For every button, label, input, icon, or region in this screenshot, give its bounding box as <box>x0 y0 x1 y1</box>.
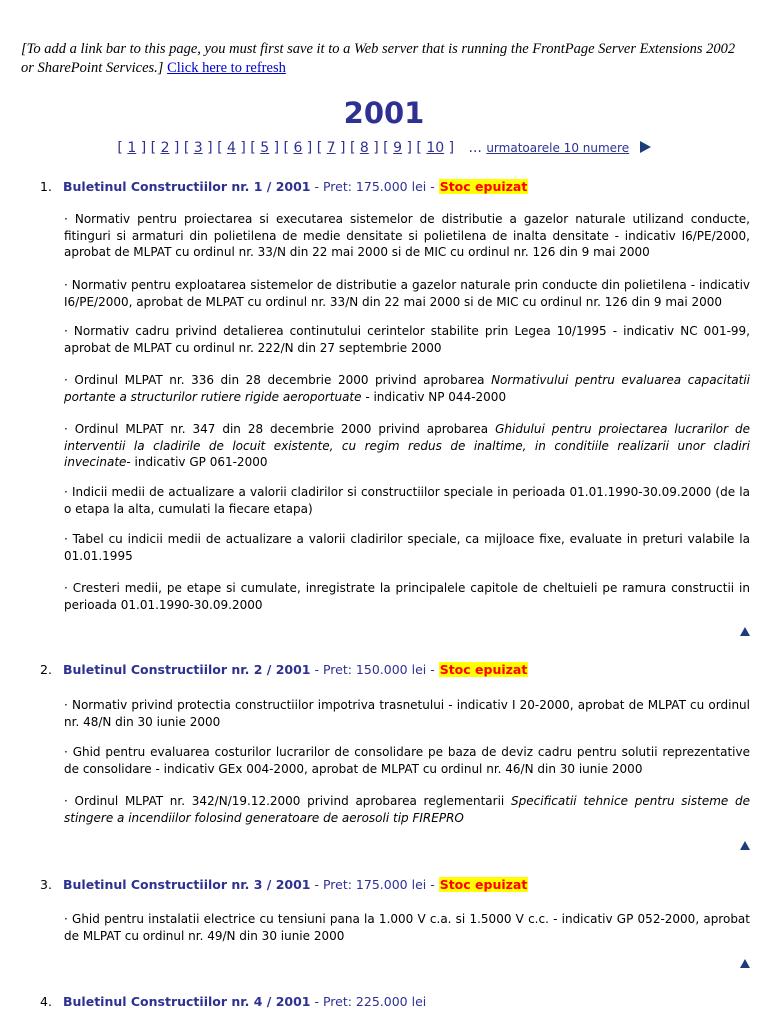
page-navigation <box>0 140 768 156</box>
page-link-2[interactable]: 2 <box>160 140 170 156</box>
page-link-9[interactable]: 9 <box>393 140 403 156</box>
item-text: · Ordinul MLPAT nr. 347 din 28 decembrie 2000 privind aprobarea <box>64 422 496 436</box>
pager-bracket: ] <box>269 140 280 156</box>
back-to-top-icon[interactable] <box>740 959 750 968</box>
page-link-4[interactable]: 4 <box>227 140 236 156</box>
issue-number: 3. <box>40 877 52 892</box>
issue-content-item <box>64 211 750 261</box>
issue-price: - Pret: 150.000 lei - <box>310 662 439 677</box>
issue-heading <box>40 179 528 194</box>
page-link-8[interactable]: 8 <box>359 140 369 156</box>
page-link-3[interactable]: 3 <box>193 140 203 156</box>
stock-status-badge: Stoc epuizat <box>439 179 528 194</box>
pager-bracket: [ <box>378 140 394 156</box>
page-link-7[interactable]: 7 <box>326 140 336 156</box>
pager-bracket: [ <box>179 140 194 156</box>
pager-bracket: [ <box>245 140 261 156</box>
back-to-top-icon[interactable] <box>740 627 750 636</box>
item-text: · Normativ pentru proiectarea si executarea sistemelor de distributie a gazelor naturale utilizand conducte, fitinguri si armaturi din polietilena de medie densitate si polietilena de inalta densitate - indicativ I6/PE/2000, aprobat de MLPAT cu ordinul nr. 33/N din 22 mai 2000 si de MIC cu ordinul nr. 126 din 9 mai 2000 <box>64 212 750 259</box>
stock-status-badge: Stoc epuizat <box>439 662 528 677</box>
item-text: · Cresteri medii, pe etape si cumulate, inregistrate la principalele capitole de cheltuieli pe ramura constructii in perioada 01.01.1990-30.09.2000 <box>64 581 750 612</box>
item-text: - indicativ GP 061-2000 <box>126 455 268 469</box>
issue-content-item <box>64 744 750 777</box>
issue-number: 1. <box>40 179 52 194</box>
issue-title: Buletinul Constructiilor nr. 2 / 2001 <box>63 662 311 677</box>
issue-heading <box>40 662 528 677</box>
pager-bracket: [ <box>117 140 128 156</box>
pager-bracket: [ <box>411 140 427 156</box>
pager-bracket: ] <box>169 140 180 156</box>
link-bar-note-text: [To add a link bar to this page, you must first save it to a Web server that is running the FrontPage Server Extensions 2002 or SharePoint Services.] <box>21 41 736 76</box>
item-text: - indicativ NP 044-2000 <box>361 389 507 404</box>
issue-heading <box>40 877 528 892</box>
pager-bracket: [ <box>279 140 294 156</box>
issue-number: 2. <box>40 662 52 677</box>
issue-price: - Pret: 175.000 lei - <box>310 877 439 892</box>
item-text: · Normativ pentru exploatarea sistemelor de distributie a gazelor naturale prin conducte din polietilena - indicativ I6/PE/2000, aprobat de MLPAT cu ordinul nr. 33/N din 22 mai 2000 si de MIC cu ordinul nr. 126 din 9 mai 2000 <box>64 278 750 309</box>
pager-bracket: ] <box>444 140 455 156</box>
pager-bracket: ] <box>402 140 412 156</box>
issue-number: 4. <box>40 994 52 1009</box>
item-title-italic: Ghidului pentru proiectarea lucrarilor de interventii la cladirile de locuit existente, cu regim redus de inaltime, in conditiile realizarii unor cladiri invecinate <box>64 422 750 469</box>
item-text: · Indicii medii de actualizare a valorii cladirilor si constructiilor speciale in perioada 01.01.1990-30.09.2000 (de la o etapa la alta, cumulati la fiecare etapa) <box>64 485 750 516</box>
pager-bracket: [ <box>146 140 161 156</box>
page-title: 2001 <box>343 96 425 130</box>
item-text: · Ghid pentru instalatii electrice cu tensiuni pana la 1.000 V c.a. si 1.5000 V c.c. - indicativ GP 052-2000, aprobat de MLPAT cu ordinul nr. 49/N din 30 iunie 2000 <box>64 912 750 943</box>
issue-content-item <box>64 484 750 517</box>
issue-price: - Pret: 225.000 lei <box>310 994 427 1009</box>
page-link-6[interactable]: 6 <box>293 140 303 156</box>
pager-bracket: ] <box>235 140 246 156</box>
issue-content-item <box>64 277 750 310</box>
item-text: · Ordinul MLPAT nr. 342/N/19.12.2000 privind aprobarea reglementarii <box>64 794 511 808</box>
issue-content-item <box>64 580 750 613</box>
pager-bracket: ] <box>335 140 346 156</box>
item-text: · Normativ privind protectia constructiilor impotriva trasnetului - indicativ I 20-2000, aprobat de MLPAT cu ordinul nr. 48/N din 30 iunie 2000 <box>64 698 750 729</box>
next-ten-link[interactable]: urmatoarele 10 numere <box>486 141 630 155</box>
refresh-link[interactable]: Click here to refresh <box>167 60 286 76</box>
pager-bracket: ] <box>136 140 147 156</box>
item-text: · Tabel cu indicii medii de actualizare a valorii cladirilor speciale, ca mijloace fixe, evaluate in preturi valabile la 01.01.1995 <box>64 532 750 563</box>
issue-price: - Pret: 175.000 lei - <box>310 179 439 194</box>
pager-bracket: [ <box>312 140 327 156</box>
item-text: · Ghid pentru evaluarea costurilor lucrarilor de consolidare pe baza de deviz cadru pentru solutii reprezentative de consolidare - indicativ GEx 004-2000, aprobat de MLPAT cu ordinul nr. 46/N din 30 iunie 2000 <box>64 745 750 776</box>
issue-content-item <box>64 911 750 944</box>
pager-bracket: [ <box>212 140 227 156</box>
issue-heading <box>40 994 426 1009</box>
issue-title: Buletinul Constructiilor nr. 3 / 2001 <box>63 877 311 892</box>
pager-bracket: ] <box>368 140 379 156</box>
pager-bracket: ] <box>302 140 313 156</box>
page-link-5[interactable]: 5 <box>260 140 270 156</box>
item-text: · Ordinul MLPAT nr. 336 din 28 decembrie 2000 privind aprobarea <box>64 373 492 387</box>
back-to-top-icon[interactable] <box>740 841 750 850</box>
issue-content-item <box>64 793 750 826</box>
item-title-italic: Normativului pentru evaluarea capacitatii portante a structurilor rutiere rigide aeroportuate <box>64 373 750 404</box>
pager-bracket: ] <box>202 140 213 156</box>
issue-content-item <box>64 372 750 405</box>
page-link-1[interactable]: 1 <box>127 140 137 156</box>
item-title-italic: Specificatii tehnice pentru sisteme de stingere a incendiilor folosind generatoare de aerosoli tip FIREPRO <box>64 794 751 825</box>
issue-title: Buletinul Constructiilor nr. 1 / 2001 <box>63 179 311 194</box>
issue-content-item <box>64 531 750 564</box>
frontpage-link-bar-note <box>21 40 741 78</box>
pager-bracket: [ <box>345 140 360 156</box>
stock-status-badge: Stoc epuizat <box>439 877 528 892</box>
issue-content-item <box>64 323 750 356</box>
next-arrow-icon[interactable] <box>640 141 651 153</box>
page-link-10[interactable]: 10 <box>426 140 445 156</box>
issue-content-item <box>64 421 750 471</box>
pager-ellipsis: ... <box>468 140 482 156</box>
item-text: · Normativ cadru privind detalierea continutului cerintelor stabilite prin Legea 10/1995 - indicativ NC 001-99, aprobat de MLPAT cu ordinul nr. 222/N din 27 septembrie 2000 <box>64 324 750 355</box>
issue-title: Buletinul Constructiilor nr. 4 / 2001 <box>63 994 311 1009</box>
issue-content-item <box>64 697 750 730</box>
